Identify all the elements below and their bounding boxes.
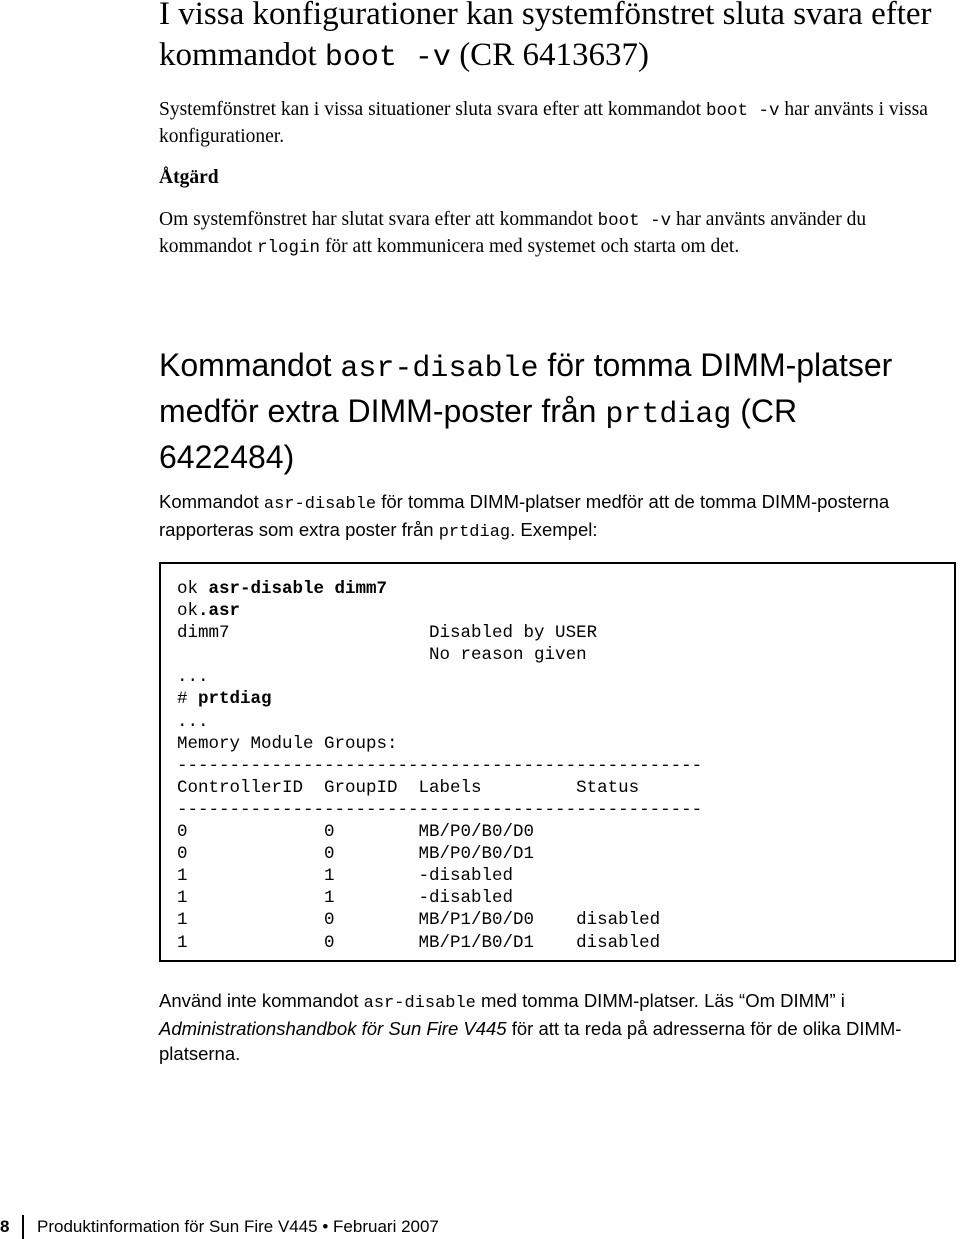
code-command: .asr (198, 601, 241, 622)
code-line: ... (177, 667, 209, 688)
paragraph-text: för tomma DIMM-platser medför att de tomma DIMM-posterna rapporteras som extra poster från (159, 491, 890, 540)
heading-text: I vissa konfigurationer kan systemfönstret sluta svara efter kommandot (159, 0, 932, 73)
code-table-row: 1 1 -disabled (177, 866, 514, 887)
inline-code: asr-disable (263, 495, 377, 514)
code-table-header: ControllerID GroupID Labels Status (177, 777, 640, 798)
code-table-row: 0 0 MB/P0/B0/D0 (177, 822, 535, 843)
inline-code: prtdiag (438, 523, 511, 542)
inline-code: asr-disable (363, 994, 476, 1013)
code-prompt: ok (177, 579, 209, 599)
paragraph-text: Om systemfönstret har slutat svara efter att kommandot (159, 209, 598, 230)
action-heading: Åtgärd (159, 167, 219, 188)
code-line: ... (177, 711, 209, 732)
heading-code: prtdiag (605, 398, 732, 432)
action-paragraph (159, 207, 939, 261)
intro-paragraph (159, 97, 939, 149)
heading-text: för tomma DIMM-platser medför extra DIMM-poster från (159, 347, 893, 429)
paragraph-text: för att kommunicera med systemet och starta om det. (320, 236, 740, 257)
heading-text: Kommandot (159, 347, 341, 383)
code-rule: -------------------------------------------------- (177, 755, 703, 776)
paragraph-text: Använd inte kommandot (159, 990, 364, 1011)
paragraph-text: med tomma DIMM-platser. Läs “Om DIMM” i (475, 990, 845, 1011)
heading-code: asr-disable (340, 352, 539, 386)
code-prompt: # (177, 689, 199, 710)
section-heading-boot-v (159, 0, 939, 79)
code-example-box (159, 562, 956, 962)
code-example (177, 578, 702, 954)
inline-code: boot -v (597, 211, 672, 231)
code-table-row: 1 0 MB/P1/B0/D1 disabled (177, 932, 661, 953)
code-line: No reason given (177, 645, 587, 666)
inline-code: boot -v (705, 101, 780, 121)
heading-text: (CR 6422484) (159, 393, 798, 475)
footer-title: Produktinformation för Sun Fire V445 • Februari 2007 (37, 1217, 439, 1236)
code-prompt: ok (177, 601, 199, 622)
paragraph-text: . Exempel: (510, 519, 598, 540)
paragraph-text: Kommandot (159, 491, 264, 512)
paragraph-text: Systemfönstret kan i vissa situationer sluta svara efter att kommandot (159, 99, 706, 120)
section-heading-asr-disable (159, 344, 939, 478)
code-table-row: 1 0 MB/P1/B0/D0 disabled (177, 910, 661, 931)
page-number: 8 (0, 1217, 10, 1236)
code-command: prtdiag (198, 689, 272, 710)
asr-paragraph (159, 489, 939, 545)
footer-divider (22, 1215, 24, 1239)
book-title: Administrationshandbok för Sun Fire V445 (159, 1018, 507, 1039)
paragraph-text: för att ta reda på adresserna för de olika DIMM-platserna. (159, 1018, 902, 1064)
inline-code: rlogin (257, 238, 321, 258)
paragraph-text: har använts i vissa konfigurationer. (159, 99, 928, 147)
code-table-row: 1 1 -disabled (177, 888, 514, 909)
code-line: Memory Module Groups: (177, 733, 398, 754)
heading-code: boot -v (324, 41, 451, 75)
code-rule: -------------------------------------------------- (177, 799, 703, 820)
paragraph-text: har använts använder du kommandot (159, 209, 867, 257)
page-footer (0, 1215, 960, 1239)
closing-paragraph (159, 988, 939, 1066)
code-line: dimm7 Disabled by USER (177, 623, 598, 644)
heading-text: (CR 6413637) (450, 37, 649, 73)
code-table-row: 0 0 MB/P0/B0/D1 (177, 844, 535, 865)
code-command: asr-disable dimm7 (208, 579, 388, 599)
